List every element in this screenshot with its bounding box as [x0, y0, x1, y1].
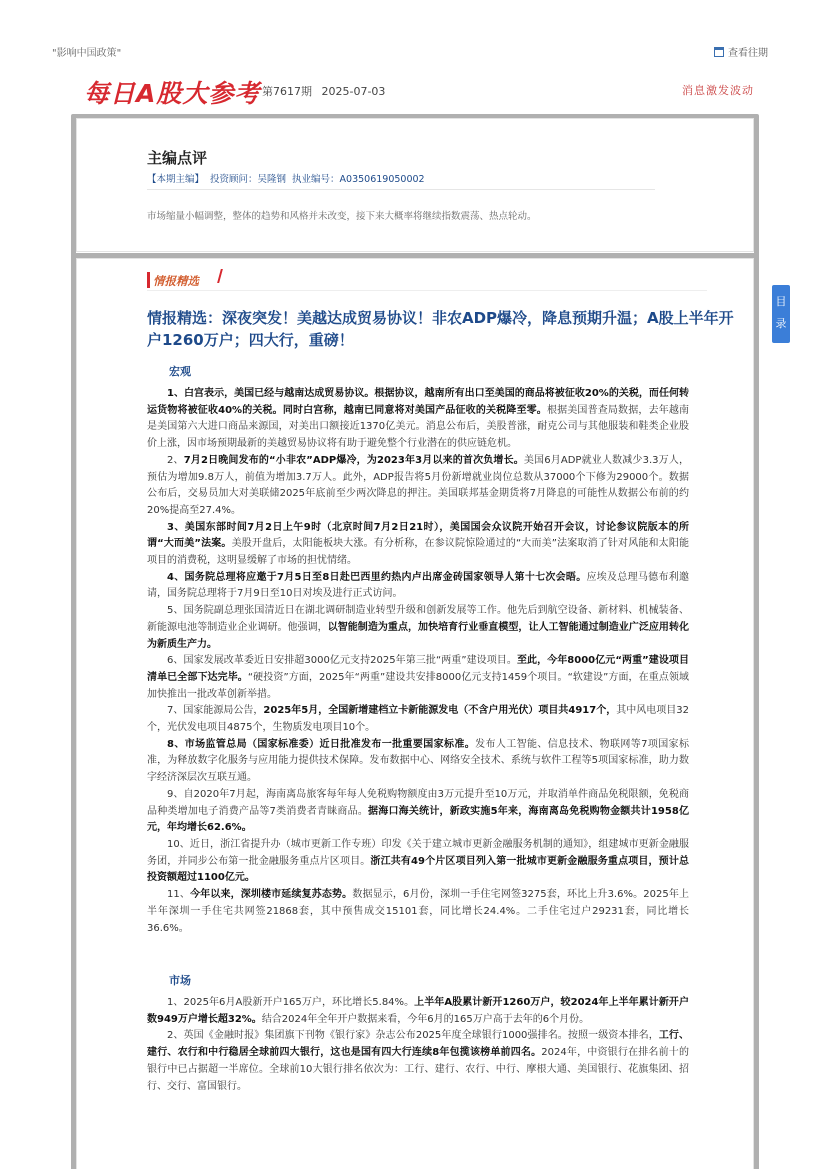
list-item: 4、国务院总理将应邀于7月5日至8日赴巴西里约热内卢出席金砖国家领导人第十七次会晤。应埃及总理马德布利邀请，国务院总理将于7月9日至10日对埃及进行正式访问。 — [147, 571, 689, 600]
history-label: 查看往期 — [728, 48, 768, 59]
market-heading: 市场 — [169, 974, 191, 987]
editor-card — [76, 118, 754, 252]
editor-license: 执业编号：A0350619050002 — [292, 174, 425, 185]
top-note: "影响中国政策" — [52, 48, 122, 59]
editor-advisor: 投资顾问：吴隆钢 — [210, 174, 287, 185]
list-item: 11、今年以来，深圳楼市延续复苏态势。数据显示，6月份，深圳一手住宅网签3275套，环比上升3.6%。2025年上半年深圳一手住宅共网签21868套，其中预售成交15101套，同比增长24.4%。二手住宅过户29231套，同比增长36.6%。 — [147, 889, 689, 934]
macro-list — [147, 386, 689, 937]
history-link[interactable] — [714, 44, 768, 59]
list-item: 6、国家发展改革委近日安排超3000亿元支持2025年第三批“两重”建设项目。至此，今年8000亿元“两重”建设项目清单已全部下达完毕。“硬投资”方面，2025年“两重”建设共安排8000亿元支持1459个项目。“软建设”方面，在重点领域加快推出一批改革创新举措。 — [147, 655, 690, 700]
news-card — [76, 258, 754, 1169]
slogan: 消息激发波动 — [682, 84, 754, 97]
macro-heading: 宏观 — [169, 365, 191, 378]
section-tag-bar — [147, 272, 150, 288]
list-item: 2、7月2日晚间发布的“小非农”ADP爆冷，为2023年3月以来的首次负增长。美国6月ADP就业人数减少3.3万人，预估为增加9.8万人，前值为增加3.7万人。此外，ADP报告将5月份新增就业岗位总数从37000个下修为29000个。数据公布后，交易员加大对美联储2025年底前至少两次降息的押注。美国联邦基金期货将7月降息的可能性从数据公布前的约20%提高至27.4%。 — [147, 454, 689, 516]
list-item: 7、国家能源局公告，2025年5月，全国新增建档立卡新能源发电（不含户用光伏）项目共4917个，其中风电项目32个，光伏发电项目4875个，生物质发电项目10个。 — [147, 705, 689, 734]
editor-title: 主编点评 — [147, 149, 208, 167]
market-list — [147, 995, 689, 1095]
section-tag-label: 情报精选 — [153, 274, 199, 288]
logo: 每日A股大参考 — [84, 79, 261, 108]
list-item: 1、白宫表示，美国已经与越南达成贸易协议。根据协议，越南所有出口至美国的商品将被征收20%的关税，而任何转运货物将被征收40%的关税。同时白宫称，越南已同意将对美国产品征收的关税降至零。根据美国普查局数据，去年越南是美国第六大进口商品来源国，对美出口额接近1370亿美元。消息公布后，美股普涨，耐克公司与其他服装和鞋类企业股价上涨，因市场预期最新的美越贸易协议将有助于避免整个行业潜在的供应链危机。 — [147, 388, 690, 450]
list-item: 10、近日，浙江省提升办（城市更新工作专班）印发《关于建立城市更新金融服务机制的通知》，组建城市更新金融服务团，并同步公布第一批金融服务重点片区项目。浙江共有49个片区项目列入第一批城市更新金融服务重点项目，预计总投资额超过1100亿元。 — [147, 838, 689, 884]
editor-meta — [147, 171, 431, 185]
section-tag-slash — [217, 269, 223, 283]
calendar-icon — [714, 47, 724, 57]
top-bar — [0, 0, 826, 62]
headline: 情报精选：深夜突发！美越达成贸易协议！非农ADP爆冷，降息预期升温；A股上半年开户1260万户；四大行，重磅！ — [147, 309, 734, 349]
list-item: 2、英国《金融时报》集团旗下刊物《银行家》杂志公布2025年度全球银行1000强排名。按照一级资本排名，工行、建行、农行和中行稳居全球前四大银行，这也是国有四大行连续8年包揽该榜单前四名。2024年，中资银行在排名前十的银行中已占据超一半席位。全球前10大银行排名依次为：工行、建行、农行、中行、摩根大通、美国银行、花旗集团、招行、交行、富国银行。 — [147, 1030, 690, 1092]
list-item: 1、2025年6月A股新开户165万户，环比增长5.84%。上半年A股累计新开1260万户，较2024年上半年累计新开户数949万户增长超32%。结合2024年全年开户数据来看，今年6月的165万户高于去年的6个月份。 — [147, 997, 689, 1025]
list-item: 5、国务院副总理张国清近日在湖北调研制造业转型升级和创新发展等工作。他先后到航空设备、新材料、机械装备、新能源电池等制造业企业调研。他强调，以智能制造为重点，加快培育行业垂直模型，让人工智能通过制造业广泛应用转化为新质生产力。 — [147, 605, 690, 650]
issue-number: 第7617期 — [262, 85, 312, 98]
side-toc-button[interactable]: 目录 — [772, 285, 790, 343]
list-item: 9、自2020年7月起，海南离岛旅客每年每人免税购物额度由3万元提升至10万元，并取消单件商品免税限额，免税商品种类增加电子消费产品等7类消费者青睐商品。据海口海关统计，新政实施5年来，海南离岛免税购物金额共计1958亿元，年均增长62.6%。 — [147, 788, 689, 834]
issue-info — [262, 83, 391, 99]
section-tag — [147, 269, 707, 291]
issue-date: 2025-07-03 — [321, 85, 386, 98]
list-item: 8、市场监管总局（国家标准委）近日批准发布一批重要国家标准。发布人工智能、信息技术、物联网等7项国家标准，为释放数字化服务与应用能力提供技术保障。发布数据中心、网络安全技术、系统与软件工程等5项国家标准，助力数字经济深层次互联互通。 — [147, 738, 689, 784]
editor-meta-label: 【本期主编】 — [147, 174, 205, 185]
masthead — [76, 70, 754, 110]
editor-comment: 市场缩量小幅调整，整体的趋势和风格并未改变，接下来大概率将继续指数震荡、热点轮动。 — [147, 211, 537, 222]
divider — [147, 189, 655, 190]
list-item: 3、美国东部时间7月2日上午9时（北京时间7月2日21时），美国国会众议院开始召开会议，讨论参议院版本的所谓“大而美”法案。美股开盘后，太阳能板块大涨。有分析称，在参议院惊险通过的“大而美”法案取消了针对风能和太阳能项目的消费税，这明显缓解了市场的担忧情绪。 — [147, 521, 689, 567]
